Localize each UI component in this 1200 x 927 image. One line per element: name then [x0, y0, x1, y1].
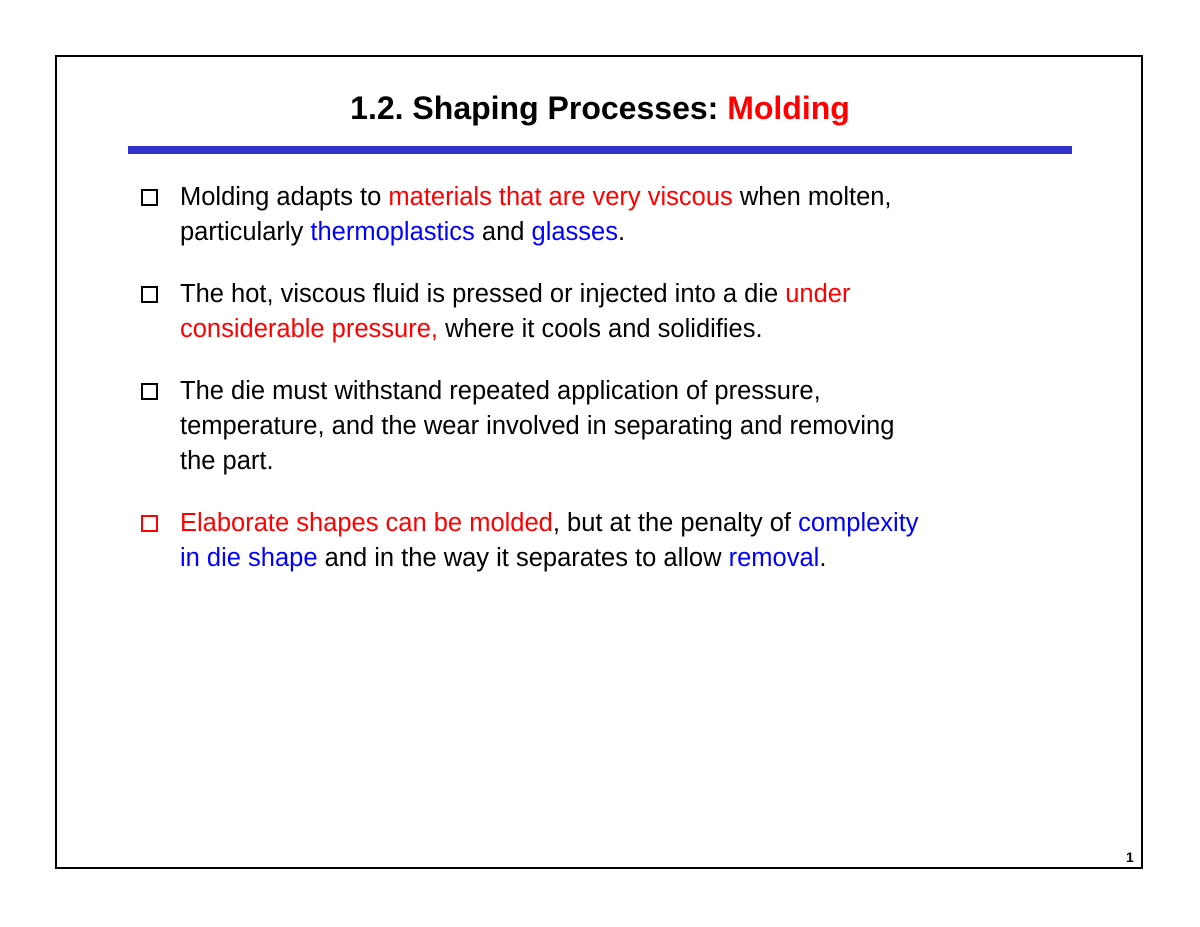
bullet-text: .: [617, 218, 626, 246]
bullet-item-molding-materials: [141, 180, 1101, 250]
bullet-text: The hot, viscous fluid is pressed or injected into a die: [180, 280, 786, 308]
bullet-text-emphasis: in die shape: [180, 544, 318, 572]
bullet-line: the part.: [180, 447, 274, 475]
bullet-text: particularly: [180, 218, 311, 246]
checkbox-bullet-icon: [141, 383, 158, 400]
bullet-text-emphasis: considerable pressure,: [180, 315, 438, 343]
bullet-list: [141, 180, 1101, 576]
bullet-text: and in the way it separates to allow: [317, 544, 729, 572]
bullet-line: temperature, and the wear involved in separating and removing: [180, 412, 895, 440]
bullet-text-emphasis: thermoplastics: [310, 218, 475, 246]
bullet-item-hot-fluid: [141, 277, 1101, 347]
bullet-line: The die must withstand repeated application of pressure,: [180, 377, 821, 405]
slide-title-prefix: 1.2. Shaping Processes:: [350, 90, 728, 126]
bullet-item-die-withstand: [141, 374, 1101, 479]
bullet-text-emphasis: complexity: [798, 509, 919, 537]
bullet-text: , but at the penalty of: [552, 509, 799, 537]
bullet-item-elaborate-shapes: [141, 506, 1101, 576]
bullet-line: [180, 541, 1101, 576]
bullet-text: where it cools and solidifies.: [437, 315, 763, 343]
bullet-text: .: [819, 544, 827, 572]
page-number: 1: [1126, 849, 1134, 865]
title-rule: [128, 146, 1072, 154]
bullet-text-emphasis: glasses: [531, 218, 618, 246]
bullet-text: Molding adapts to: [180, 183, 389, 211]
bullet-text-emphasis: removal: [728, 544, 820, 572]
checkbox-bullet-icon: [141, 189, 158, 206]
bullet-text-emphasis: under: [785, 280, 851, 308]
bullet-line: [180, 312, 1101, 347]
checkbox-bullet-icon: [141, 515, 158, 532]
slide-title: [0, 88, 1200, 128]
bullet-line: [180, 277, 1101, 312]
bullet-text-emphasis: materials that are very viscous: [388, 183, 733, 211]
bullet-text-emphasis: Elaborate shapes can be molded: [180, 509, 553, 537]
slide-title-highlight: Molding: [727, 90, 850, 126]
bullet-text: when molten,: [732, 183, 892, 211]
bullet-line: [180, 215, 1101, 250]
checkbox-bullet-icon: [141, 286, 158, 303]
bullet-line: [180, 506, 1101, 541]
bullet-line: [180, 180, 1101, 215]
bullet-text: and: [474, 218, 532, 246]
